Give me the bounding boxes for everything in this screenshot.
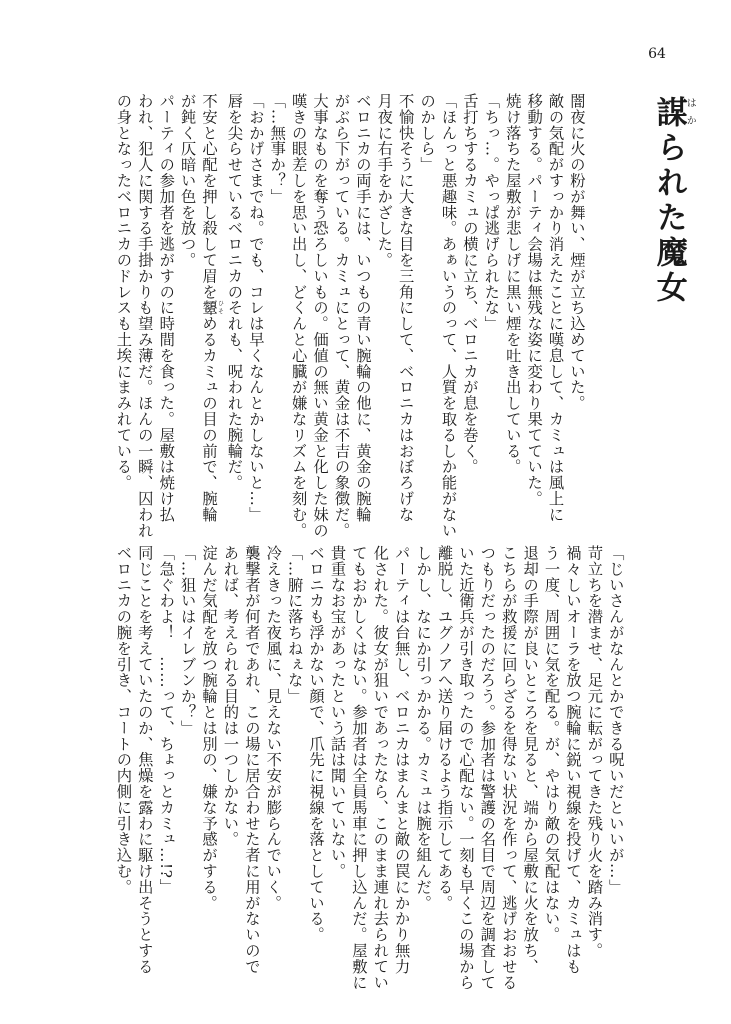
- text-line: が鈍く仄暗い色を放つ。: [178, 93, 197, 268]
- text-segment: 唇を尖らせているベロニカのそれも、呪われた腕輪だ。: [225, 93, 244, 491]
- text-line: 冷えきった夜風に、見えない不安が膨らんでいく。: [264, 545, 283, 911]
- text-line: 「おかげさまでね。でも、コレは早くなんとかしないと…」: [246, 93, 265, 523]
- text-line: 貴重なお宝があったという話は聞いていない。: [328, 545, 347, 879]
- text-line: いた近衛兵が引き取ったので心配ない。一刻も早くこの場から: [456, 545, 475, 991]
- upper-text-block: [112, 93, 587, 539]
- text-line: パーティは台無し、ベロニカはまんまと敵の罠にかかり無力: [392, 545, 411, 975]
- text-line: 大事なものを奪う恐ろしいもの。価値の無い黄金と化した妹の: [311, 93, 330, 539]
- text-line: 襲撃者が何者であれ、この場に居合わせた者に用がないので: [242, 545, 261, 975]
- text-segment: 不安と心配を押し殺して眉を: [200, 93, 219, 300]
- text-line: 「…無事か？」: [268, 93, 287, 205]
- text-line: の身となったベロニカのドレスも土埃にまみれている。: [114, 93, 133, 491]
- title-rest: られた魔女: [650, 131, 687, 306]
- text-line: 「じいさんがなんとかできる呪いだといいが…」: [606, 545, 625, 895]
- text-line: 苛立ちを潜ませ、足元に転がってきた残り火を踏み消す。: [585, 545, 604, 959]
- text-line: こちらが救援に回らざるを得ない状況を作って、逃げおおせる: [499, 545, 518, 991]
- text-line: 「…腑に落ちねぇな」: [285, 545, 304, 704]
- text-line: 淀んだ気配を放つ腕輪とは別の、嫌な予感がする。: [200, 545, 219, 911]
- text-line: ベロニカも浮かない顔で、爪先に視線を落としている。: [307, 545, 326, 943]
- text-line: 化された。彼女が狙いであったなら、このまま連れ去られてい: [371, 545, 390, 991]
- lower-text-block: [112, 545, 626, 991]
- text-line: 焼け落ちた屋敷が悲しげに黒い煙を吐き出している。: [503, 93, 522, 475]
- text-line: つもりだったのだろう。参加者は警護の名目で周辺を調査して: [478, 545, 497, 991]
- text-line: 移動する。パーティ会場は無残な姿に変わり果てていた。: [525, 93, 544, 507]
- text-line: [223, 93, 244, 508]
- text-line: 舌打ちするカミュの横に立ち、ベロニカが息を巻く。: [460, 93, 479, 475]
- chapter-title: [649, 96, 695, 306]
- title-reading: はか: [684, 96, 696, 131]
- text-line: のかしら」: [418, 93, 437, 173]
- ruby-annotation: [200, 299, 224, 316]
- ruby-reading: ひそ: [216, 299, 224, 316]
- text-line: あれば、考えられる目的は一つしかない。: [221, 545, 240, 848]
- text-line: [198, 93, 224, 523]
- text-line: 同じことを考えていたのか、焦燥を露わに駆け出そうとする: [135, 545, 154, 975]
- text-line: ベロニカの腕を引き、コートの内側に引き込む。: [114, 545, 133, 895]
- page-number: 64: [648, 46, 666, 62]
- ruby-base: 顰: [200, 299, 219, 316]
- text-line: 「ほんっと悪趣味。あぁいうのって、人質を取るしか能がない: [439, 93, 458, 539]
- title-kanji: 謀: [650, 96, 687, 131]
- text-line: う一度、周囲に気を配る。が、やはり敵の気配はない。: [542, 545, 561, 943]
- text-line: 闇夜に火の粉が舞い、煙が立ち込めていた。: [567, 93, 586, 411]
- text-line: しかし、なにか引っかかる。カミュは腕を組んだ。: [414, 545, 433, 911]
- text-line: 不愉快そうに大きな目を三角にして、ベロニカはおぼろげな: [396, 93, 415, 523]
- text-line: てもおかしくはない。参加者は全員馬車に押し込んだ。屋敷に: [349, 545, 368, 991]
- text-line: 嘆きの眼差しを思い出し、どくんと心臓が嫌なリズムを刻む。: [289, 93, 308, 539]
- text-line: 月夜に右手をかざした。: [375, 93, 394, 268]
- text-line: 「…狙いはイレブンか？」: [178, 545, 197, 736]
- text-line: 「急ぐわよ！ ……って、ちょっとカミュ…!?」: [157, 545, 176, 895]
- text-line: 禍々しいオーラを放つ腕輪に鋭い視線を投げて、カミュはも: [563, 545, 582, 975]
- text-line: 敵の気配がすっかり消えたことに嘆息して、カミュは風上に: [546, 93, 565, 523]
- title-ruby: [650, 96, 696, 131]
- text-line: われ、犯人に関する手掛かりも望み薄だ。ほんの一瞬、囚われ: [135, 93, 154, 539]
- text-line: 退却の手際が良いところを見ると、端から屋敷に火を放ち、: [521, 545, 540, 975]
- text-segment: めるカミュの目の前で、腕輪: [200, 315, 219, 523]
- text-line: 離脱し、ユグノアへ送り届けるよう指示してある。: [435, 545, 454, 911]
- text-line: がぶら下がっている。カミュにとって、黄金は不吉の象徴だ。: [332, 93, 351, 539]
- text-line: パーティの参加者を逃がすのに時間を食った。屋敷は焼け払: [157, 93, 176, 523]
- text-line: ベロニカの両手には、いつもの青い腕輪の他に、黄金の腕輪: [353, 93, 372, 523]
- text-line: 「ちっ…。やっぱ逃げられたな」: [482, 93, 501, 332]
